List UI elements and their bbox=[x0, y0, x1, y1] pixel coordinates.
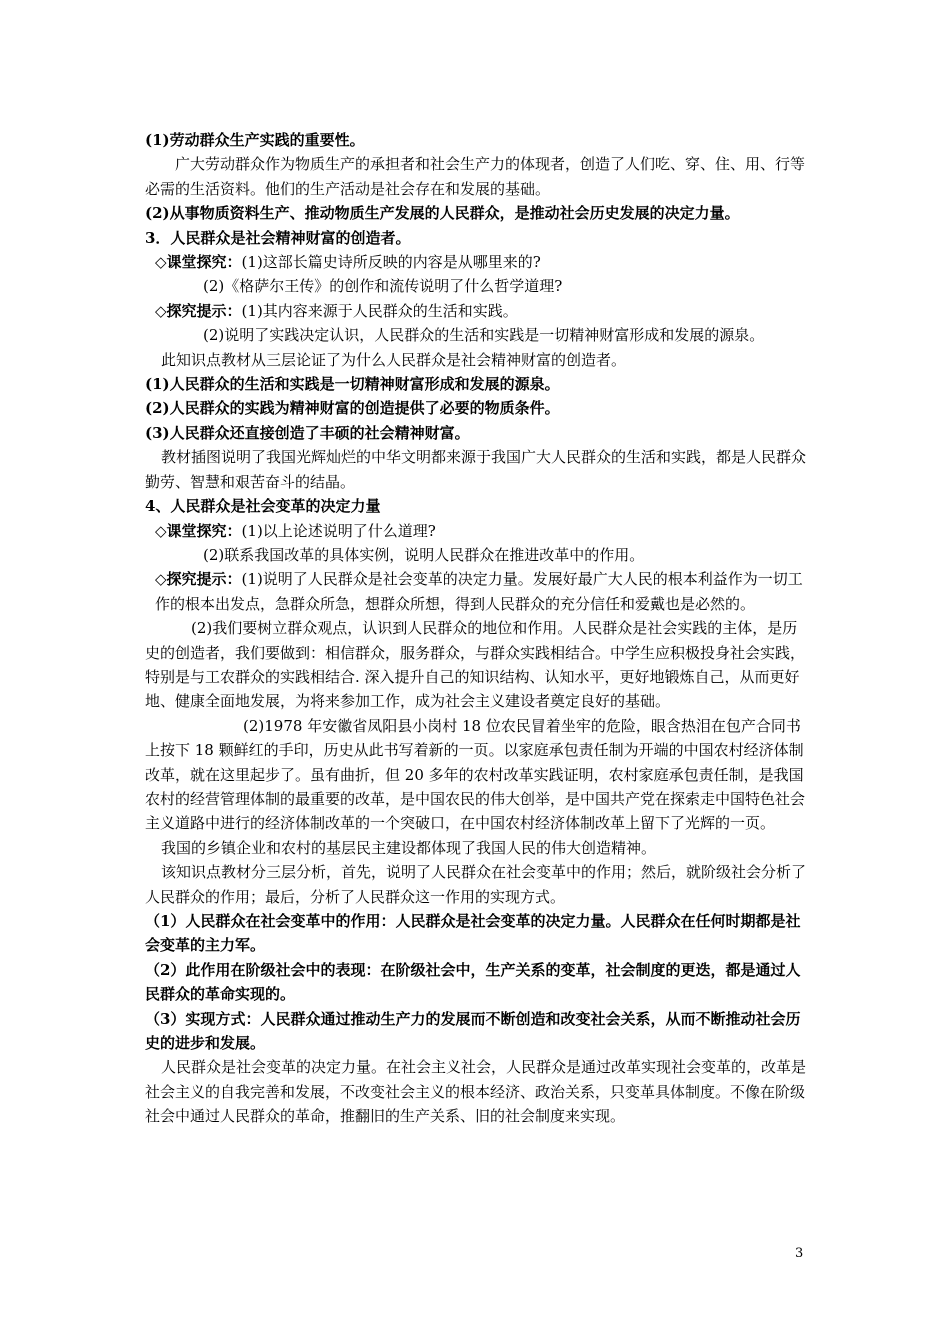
section-heading-3: 3．人民群众是社会精神财富的创造者。 bbox=[145, 228, 411, 247]
paragraph-labor-masses: 广大劳动群众作为物质生产的承担者和社会生产力的体现者，创造了人们吃、穿、住、用、行等必需的生活资料。他们的生产活动是社会存在和发展的基础。 bbox=[145, 155, 806, 198]
paragraph-three-levels: 此知识点教材从三层论证了为什么人民群众是社会精神财富的创造者。 bbox=[161, 350, 627, 369]
point-role-in-change: （1）人民群众在社会变革中的作用：人民群众是社会变革的决定力量。人民群众在任何时期都是社会变革的主力军。 bbox=[145, 912, 801, 955]
paragraph-illustration: 教材插图说明了我国光辉灿烂的中华文明都来源于我国广大人民群众的生活和实践，都是人民群众勤劳、智慧和艰苦奋斗的结晶。 bbox=[145, 448, 807, 491]
inquiry-hint-line-2 bbox=[145, 567, 811, 616]
inquiry-question-3: (1)以上论述说明了什么道理? bbox=[241, 521, 436, 540]
paragraph-three-layer-analysis: 该知识点教材分三层分析，首先，说明了人民群众在社会变革中的作用；然后，就阶级社会分析了人民群众的作用；最后，分析了人民群众这一作用的实现方式。 bbox=[145, 863, 807, 906]
hint-answer-1: (1)其内容来源于人民群众的生活和实践。 bbox=[241, 301, 518, 320]
section-heading-4: 4、人民群众是社会变革的决定力量 bbox=[145, 497, 381, 516]
page-number: 3 bbox=[795, 1246, 804, 1261]
paragraph-township-enterprises: 我国的乡镇企业和农村的基层民主建设都体现了我国人民的伟大创造精神。 bbox=[161, 838, 657, 857]
inquiry-hint-line bbox=[145, 299, 811, 323]
point-3-direct-creation: (3)人民群众还直接创造了丰硕的社会精神财富。 bbox=[145, 423, 470, 442]
inquiry-question-4: (2)联系我国改革的具体实例，说明人民群众在推进改革中的作用。 bbox=[203, 545, 645, 564]
paragraph-socialist-reform: 人民群众是社会变革的决定力量。在社会主义社会，人民群众是通过改革实现社会变革的，改革是社会主义的自我完善和发展，不改变社会主义的根本经济、政治关系，只变革具体制度。不像在阶级社会中通过人民群众的革命，推翻旧的生产关系、旧的社会制度来实现。 bbox=[145, 1058, 807, 1126]
point-1-life-practice: (1)人民群众的生活和实践是一切精神财富形成和发展的源泉。 bbox=[145, 375, 560, 394]
paragraph-xiaogang-village: (2)1978 年安徽省凤阳县小岗村 18 位农民冒着坐牢的危险，眼含热泪在包产合同书上按下 18 颗鲜红的手印，历史从此书写着新的一页。以家庭承包责任制为开端的中国农村经济体制改革，就在这里起步了。虽有曲折，但 20 多年的农村改革实践证明，农村家庭承包责任制，是我国农村的经营管理体制的最重要的改革，是中国农民的伟大创举，是中国共产党在探索走中国特色社会主义道路中进行的经济体制改革的一个突破口，在中国农村经济体制改革上留下了光辉的一页。 bbox=[145, 716, 806, 833]
hint-answer-3: (1)说明了人民群众是社会变革的决定力量。发展好最广大人民的根本利益作为一切工作的根本出发点，急群众所急，想群众所想，得到人民群众的充分信任和爱戴也是必然的。 bbox=[155, 570, 803, 613]
classroom-inquiry-line-2 bbox=[145, 519, 811, 543]
inquiry-label-2: ◇课堂探究： bbox=[155, 521, 242, 540]
point-class-society: （2）此作用在阶级社会中的表现：在阶级社会中，生产关系的变革，社会制度的更迭，都是通过人民群众的革命实现的。 bbox=[145, 960, 801, 1004]
inquiry-label: ◇课堂探究： bbox=[155, 253, 242, 272]
paragraph-mass-viewpoint: (2)我们要树立群众观点，认识到人民群众的地位和作用。人民群众是社会实践的主体，是历史的创造者，我们要做到：相信群众，服务群众，与群众实践相结合。中学生应积极投身社会实践，特别是与工农群众的实践相结合. 深入提升自己的知识结构、认知水平，更好地锻炼自己，从而更好地、健康全面地发展，为将来参加工作，成为社会主义建设者奠定良好的基础。 bbox=[145, 619, 806, 711]
hint-label-2: ◇探究提示： bbox=[155, 570, 242, 589]
hint-answer-2: (2)说明了实践决定认识，人民群众的生活和实践是一切精神财富形成和发展的源泉。 bbox=[203, 326, 765, 345]
document-body bbox=[145, 128, 811, 1129]
point-2-material-conditions: (2)人民群众的实践为精神财富的创造提供了必要的物质条件。 bbox=[145, 399, 560, 418]
point-realization-method: （3）实现方式：人民群众通过推动生产力的发展而不断创造和改变社会关系，从而不断推动社会历史的进步和发展。 bbox=[145, 1009, 801, 1053]
inquiry-question-2: (2)《格萨尔王传》的创作和流传说明了什么哲学道理? bbox=[203, 277, 563, 296]
classroom-inquiry-line bbox=[145, 250, 811, 274]
subheading-decisive-force: (2)从事物质资料生产、推动物质生产发展的人民群众，是推动社会历史发展的决定力量。 bbox=[145, 204, 740, 223]
subheading-labor-practice: (1)劳动群众生产实践的重要性。 bbox=[145, 131, 365, 149]
hint-label: ◇探究提示： bbox=[155, 301, 242, 320]
inquiry-question-1: (1)这部长篇史诗所反映的内容是从哪里来的? bbox=[241, 253, 541, 272]
